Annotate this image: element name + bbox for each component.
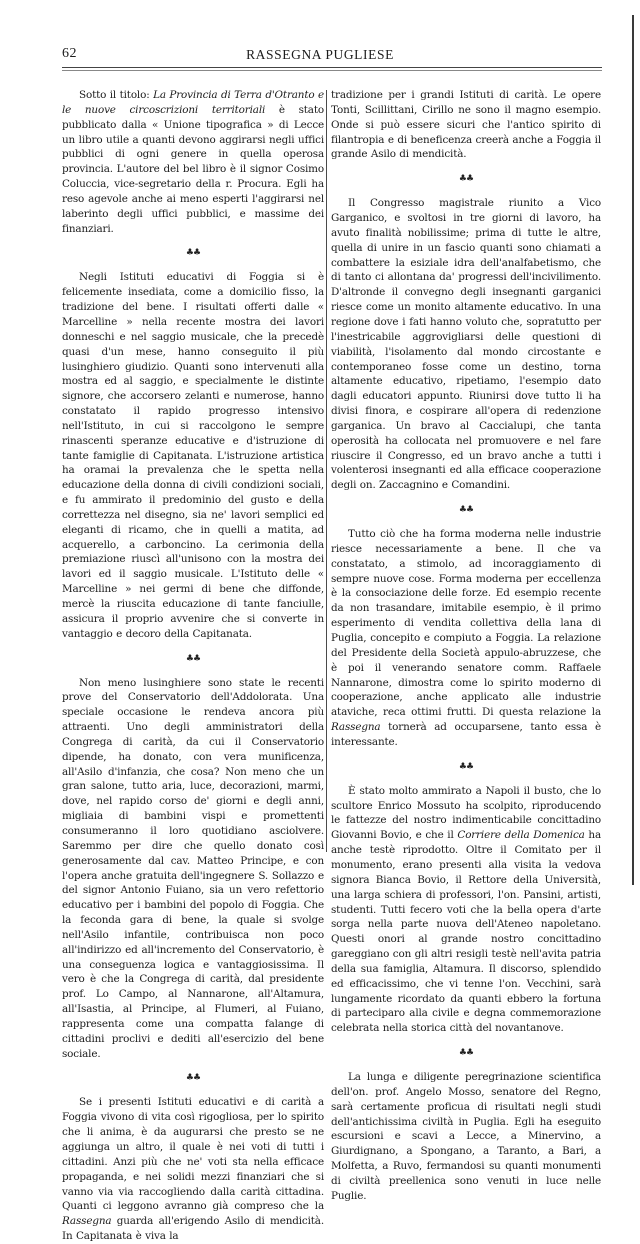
italic-corriere: Corriere della Domenica bbox=[457, 829, 585, 842]
italic-book-title: La Provincia di Terra d'Otranto e le nuove circoscrizioni territoriali bbox=[62, 89, 324, 116]
paragraph-asilo-continued: tradizione per i grandi Istituti di carità. Le opere Tonti, Scillittani, Cirillo ne sono il magno esempio. Onde si può essere sicuri che l'antico spirito di filantropia e di beneficenza creerà anche a Foggia il grande Asilo di mendicità. bbox=[331, 89, 601, 161]
fleuron-pair-icon: ♣♣ bbox=[185, 1073, 201, 1084]
paragraph-marcelline: Negli Istituti educativi di Foggia si è felicemente insediata, come a domicilio fisso, la tradizione del bene. I risultati offerti dalle « Marcelline » nella recente mostra dei lavori donneschi e nel saggio musicale, che la precedè quasi d'un mese, hanno conseguito il più lusinghiero giudizio. Quanti sono intervenuti alla mostra ed al saggio, e specialmente le distinte signore, che accorsero zelanti e numerose, hanno constatato il rapido progresso intensivo nell'Istituto, in cui si raccolgono le sempre rinascenti speranze educative e d'istruzione di tante famiglie di Capitanata. L'istruzione artistica ha oramai la prevalenza che le spetta nella educazione della donna di civili condizioni sociali, e fu ammirato il predominio del gusto e della correttezza nel disegno, sia ne' lavori semplici ed eleganti di ricamo, che in quelli a matita, ad acquerello, a carboncino. La cerimonia della premiazione riuscì all'unisono con la mostra dei lavori ed il saggio musicale. L'Istituto delle « Marcelline » nei germi di bene che diffonde, mercè la riuscita educazione di tante fanciulle, assicura il proprio avvenire che si converte in vantaggio e decoro della Capitanata. bbox=[62, 271, 324, 640]
paragraph-congresso-magistrale: Il Congresso magistrale riunito a Vico Garganico, e svoltosi in tre giorni di lavoro, ha avuto finalità nobilissime; prima di tutte le altre, quella di unire in un fascio quanti sono chiamati a combattere la esiziale idra dell'analfabetismo, che di tanto ci allontana da' progressi dell'incivilimento. D'altronde il convegno degli insegnanti garganici riesce come un monito altamente educativo. In una regione dove i fati hanno voluto che, sopratutto per l'inestricabile aggrovigliarsi delle questioni di viabilità, l'isolamento dal mondo circostante e contemporaneo fosse come un destino, torna altamente educativo, ripetiamo, l'esempio dato dagli educatori appunto. Riunirsi dove tutto li ha divisi finora, e cospirare all'opera di redenzione garganica. Un bravo al Caccialupi, che tanta operosità ha collocata nel promuovere e nel fare riuscire il Congresso, ed un bravo anche a tutti i volenterosi insegnanti ed alla efficace cooperazione degli on. Zaccagnino e Comandini. bbox=[331, 197, 601, 492]
running-title: RASSEGNA PUGLIESE bbox=[246, 47, 394, 62]
fleuron-pair-icon: ♣♣ bbox=[458, 1048, 474, 1059]
page-edge-line bbox=[632, 15, 634, 885]
fleuron-pair-icon: ♣♣ bbox=[458, 761, 474, 772]
paragraph-mosso: La lunga e diligente peregrinazione scientifica dell'on. prof. Angelo Mosso, senatore del Regno, sarà certamente proficua di risultati negli studi dell'antichissima civiltà in Puglia. Egli ha eseguito escursioni e scavi a Lecce, a Minervino, a Giurdignano, a Spongano, a Taranto, a Bari, a Molfetta, a Ruvo, fermandosi su quanti monumenti di civiltà preellenica sono venuti in luce nelle Puglie. bbox=[331, 1071, 601, 1202]
left-column bbox=[62, 88, 324, 1244]
fleuron-pair-icon: ♣♣ bbox=[185, 248, 201, 259]
text-run: Tutto ciò che ha forma moderna nelle industrie riesce necessariamente a bene. Il che va constatato, a stimolo, ad incoraggiamento di sempre nuove cose. Forma moderna per eccellenza è la consociazione delle forze. Ed esempio recente da non trasandare, imitabile esempio, è il primo esperimento di vendita collettiva della lana di Puglia, concepito e compiuto a Foggia. La relazione del Presidente della Società appulo-abruzzese, che è poi il venerando senatore comm. Raffaele Nannarone, dimostra come lo spirito moderno di cooperazione, anche applicato alle industrie ataviche, reca ottimi frutti. Di questa relazione la bbox=[331, 528, 601, 719]
paragraph-provincia-book bbox=[62, 88, 324, 236]
fleuron-pair-icon: ♣♣ bbox=[458, 174, 474, 185]
page-number: 62 bbox=[62, 46, 77, 61]
text-run: Sotto il titolo: bbox=[79, 89, 154, 101]
text-run: guarda all'erigendo Asilo di mendicità. In Capitanata è viva la bbox=[62, 1215, 324, 1243]
fleuron-pair-icon: ♣♣ bbox=[458, 505, 474, 516]
paragraph-busto-bovio bbox=[331, 784, 601, 1036]
paragraph-conservatorio: Non meno lusinghiere sono state le recenti prove del Conservatorio dell'Addolorata. Una speciale occasione le rendeva ancora più attraenti. Uno degli amministratori della Congrega di carità, da cui il Conservatorio dipende, ha donato, con vera munificenza, all'Asilo d'infanzia, che cosa? Non meno che un gran salone, tutto aria, luce, decorazioni, marmi, dove, nel rapido corso de' giorni e degli anni, migliaia di bambini vispi e promettenti consumeranno il loro quotidiano asciolvere. Saremmo per dire che quello donato così generosamente dal cav. Matteo Principe, e con l'opera anche gratuita dell'ingegnere S. Sollazzo e del signor Antonio Fuiano, sia un vero refettorio educativo per i bambini del popolo di Foggia. Che la feconda gara di bene, la quale si svolge nell'Asilo infantile, contribuisca non poco all'indirizzo ed all'incremento del Conservatorio, è una conseguenza logica e vantaggiosissima. Il vero è che la Congrega di carità, dal presidente prof. Lo Campo, al Nannarone, all'Altamura, all'Isastia, al Principe, al Flumeri, al Fuiano, rappresenta come una compatta falange di cittadini proclivi e dediti all'esercizio del bene sociale. bbox=[62, 676, 324, 1060]
text-run: È stato molto ammirato a Napoli il busto, che lo scultore Enrico Mossuto ha scolpito, riproducendo le fattezze del nostro indimenticabile concittadino Giovanni Bovio, e che il bbox=[331, 784, 601, 842]
text-run: tornerà ad occuparsene, tanto essa è interessante. bbox=[331, 721, 601, 748]
fleuron-pair-icon: ♣♣ bbox=[185, 653, 201, 664]
paragraph-vendita-lana bbox=[331, 527, 601, 750]
paragraph-asilo-mendicita bbox=[62, 1095, 324, 1243]
column-divider bbox=[326, 90, 327, 852]
italic-rassegna: Rassegna bbox=[331, 721, 381, 734]
text-run: è stato pubblicato dalla « Unione tipografica » di Lecce un libro utile a quanti devono aggirarsi negli uffici pubblici di ogni genere in quella operosa provincia. L'autore del bel libro è il signor Cosimo Coluccia, vice-segretario della r. Procura. Egli ha reso agevole anche ai meno esperti l'aggirarsi nel laberinto degli uffici pubblici, e massime dei finanziari. bbox=[62, 103, 324, 235]
text-run: Se i presenti Istituti educativi e di carità a Foggia vivono di vita così rigogliosa, per lo spirito che li anima, è da augurarsi che presto se ne aggiunga un altro, il quale è nei voti di tutti i cittadini. Anzi più che ne' voti sta nella efficace propaganda, e nei solidi mezzi finanziari che si vanno via via raccogliendo dalla carità cittadina. Quanti ci leggono avranno già compreso che la bbox=[62, 1096, 324, 1213]
italic-rassegna: Rassegna bbox=[62, 1215, 112, 1228]
right-column bbox=[331, 88, 601, 1204]
header-double-rule bbox=[62, 67, 602, 71]
text-run: ha anche testè riprodotto. Oltre il Comitato per il monumento, erano presenti alla visita la vedova signora Bianca Bovio, il Rettore della Università, una larga schiera di professori, l'on. Pansini, artisti, studenti. Tutti fecero voti che la bella opera d'arte sorga nella parte nuova dell'Ateneo napoletano. Questi onori al grande nostro concittadino gareggiano con gli altri resigli testè nell'avita patria della sua famiglia, Altamura. Il discorso, splendido ed efficacissimo, che vi tenne l'on. Vecchini, sarà lungamente ricordato da quanti ebbero la fortuna di parteciparo alla civile e degna commemorazione celebrata nella storica città del novantanove. bbox=[331, 829, 602, 1035]
